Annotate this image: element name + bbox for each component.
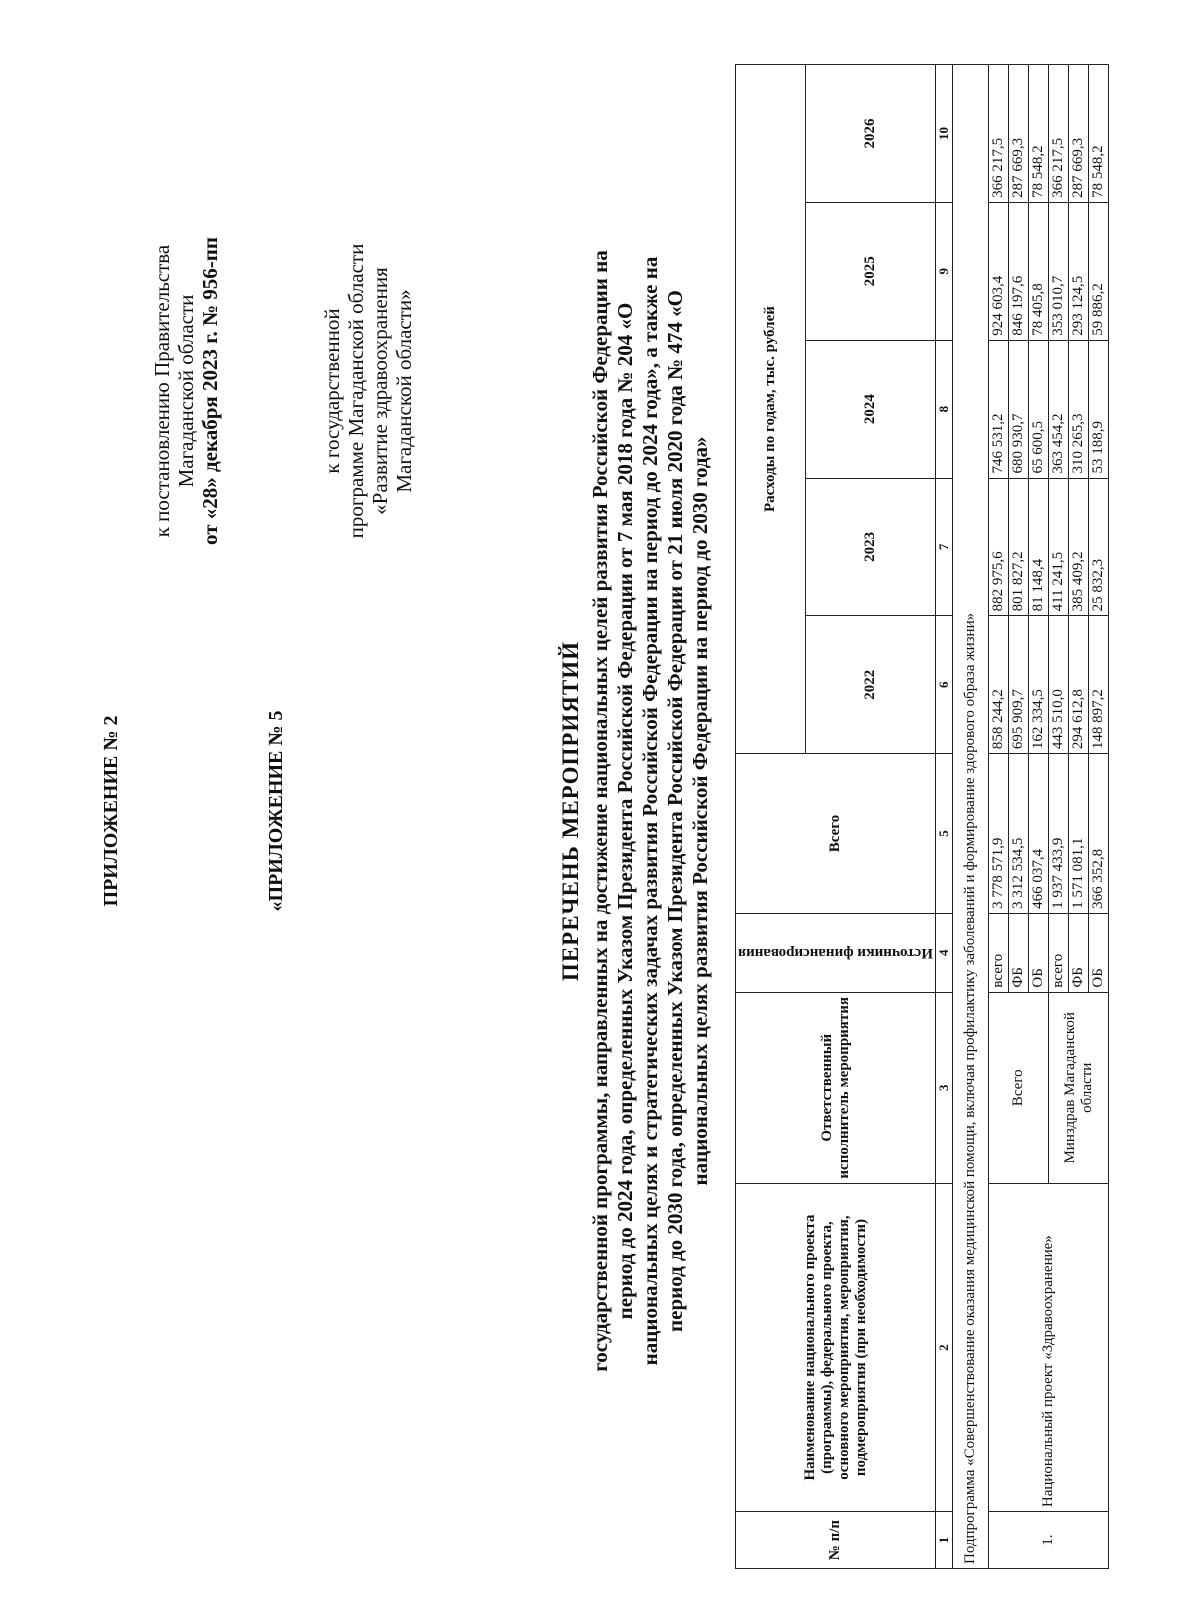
title-line-1: государственной программы, направленных на достижение национальных целей развития Российской Федерации на (588, 250, 612, 1372)
program-line-4: Магаданской области» (392, 289, 416, 493)
program-line-2: программе Магаданской области (344, 243, 368, 539)
y2025-cell: 78 405,8 (1029, 202, 1049, 340)
y2024-cell: 310 265,3 (1069, 340, 1089, 478)
national-project-name: Национальный проект «Здравоохранение» (989, 1183, 1109, 1511)
y2026-cell: 287 669,3 (1009, 65, 1029, 203)
source-cell: ОБ (1029, 913, 1049, 992)
program-line-1: к государственной (320, 308, 344, 474)
source-cell: всего (1049, 913, 1069, 992)
total-cell: 1 571 081,1 (1069, 754, 1089, 914)
document-heading: ПЕРЕЧЕНЬ МЕРОПРИЯТИЙ (558, 640, 583, 982)
y2026-cell: 366 217,5 (989, 65, 1009, 203)
header-source-text: Источники финансирования (738, 945, 933, 962)
y2024-cell: 680 930,7 (1009, 340, 1029, 478)
title-line-5: национальных целях развития Российской Федерации на период до 2030 года» (688, 436, 712, 1186)
source-cell: всего (989, 913, 1009, 992)
document-title-block (558, 71, 713, 1551)
total-cell: 1 937 433,9 (1049, 754, 1069, 914)
header-years-group: Расходы по годам, тыс. рублей (736, 65, 806, 754)
decree-line-3: от «28» декабря 2023 г. № 956-пп (198, 236, 222, 546)
y2022-cell: 148 897,2 (1089, 616, 1109, 754)
appendix-title: ПРИЛОЖЕНИЕ № 2 (100, 715, 122, 907)
title-line-2: период до 2024 года, определенных Указом Президента Российской Федерации от 7 мая 2018 года № 204 «О (613, 302, 637, 1320)
source-cell: ФБ (1069, 913, 1089, 992)
header-year-2024: 2024 (806, 340, 936, 478)
y2024-cell: 65 600,5 (1029, 340, 1049, 478)
col-index: 4 (936, 913, 953, 992)
col-index: 6 (936, 616, 953, 754)
title-line-3: национальных целях и стратегических задачах развития Российской Федерации на период до 2024 года», а также на (638, 256, 662, 1366)
header-year-2025: 2025 (806, 202, 936, 340)
total-cell: 366 352,8 (1089, 754, 1109, 914)
decree-reference (150, 111, 222, 671)
program-line-3: «Развитие здравоохранения (368, 267, 392, 515)
y2026-cell: 78 548,2 (1029, 65, 1049, 203)
rotated-document-page (60, 31, 1140, 1591)
y2025-cell: 924 603,4 (989, 202, 1009, 340)
decree-line-1: к постановлению Правительства (150, 244, 174, 538)
y2026-cell: 366 217,5 (1049, 65, 1069, 203)
y2024-cell: 363 454,2 (1049, 340, 1069, 478)
col-index: 1 (936, 1512, 953, 1569)
y2025-cell: 353 010,7 (1049, 202, 1069, 340)
col-index: 2 (936, 1183, 953, 1511)
y2023-cell: 411 241,5 (1049, 478, 1069, 616)
col-index: 7 (936, 478, 953, 616)
col-index: 5 (936, 754, 953, 914)
y2023-cell: 801 827,2 (1009, 478, 1029, 616)
header-source (736, 913, 936, 992)
header-executor: Ответственный исполнитель мероприятия (736, 992, 936, 1183)
title-line-4: период до 2030 года, определенных Указом Президента Российской Федерации от 21 июля 2020 года № 474 «О (663, 290, 687, 1332)
col-index: 3 (936, 992, 953, 1183)
y2024-cell: 746 531,2 (989, 340, 1009, 478)
header-name: Наименование национального проекта (программы), федерального проекта, основного мероприятия, мероприятия, подмероприятия (при необходимости) (736, 1183, 936, 1511)
source-cell: ОБ (1089, 913, 1109, 992)
row-number: 1. (989, 1512, 1109, 1569)
y2022-cell: 695 909,7 (1009, 616, 1029, 754)
total-cell: 466 037,4 (1029, 754, 1049, 914)
appendix5-title: «ПРИЛОЖЕНИЕ № 5 (265, 710, 287, 912)
header-year-2026: 2026 (806, 65, 936, 203)
measures-table (735, 64, 1109, 1569)
executor-all: Всего (989, 992, 1049, 1183)
decree-line-2: Магаданской области (174, 294, 198, 488)
col-index: 9 (936, 202, 953, 340)
y2023-cell: 385 409,2 (1069, 478, 1089, 616)
header-year-2022: 2022 (806, 616, 936, 754)
col-index: 10 (936, 65, 953, 203)
y2026-cell: 287 669,3 (1069, 65, 1089, 203)
header-num: № п/п (736, 1512, 936, 1569)
executor-minzdrav: Минздрав Магаданской области (1049, 992, 1109, 1183)
source-cell: ФБ (1009, 913, 1029, 992)
y2022-cell: 443 510,0 (1049, 616, 1069, 754)
col-index: 8 (936, 340, 953, 478)
y2022-cell: 162 334,5 (1029, 616, 1049, 754)
total-cell: 3 312 534,5 (1009, 754, 1029, 914)
subprogram-row: Подпрограмма «Совершенствование оказания медицинской помощи, включая профилактику заболеваний и формирование здорового образа жизни» (953, 65, 989, 1569)
y2023-cell: 25 832,3 (1089, 478, 1109, 616)
y2025-cell: 59 886,2 (1089, 202, 1109, 340)
y2023-cell: 882 975,6 (989, 478, 1009, 616)
y2025-cell: 846 197,6 (1009, 202, 1029, 340)
y2022-cell: 858 244,2 (989, 616, 1009, 754)
y2026-cell: 78 548,2 (1089, 65, 1109, 203)
total-cell: 3 778 571,9 (989, 754, 1009, 914)
y2024-cell: 53 188,9 (1089, 340, 1109, 478)
column-index-row (936, 65, 953, 1569)
header-year-2023: 2023 (806, 478, 936, 616)
y2025-cell: 293 124,5 (1069, 202, 1089, 340)
y2023-cell: 81 148,4 (1029, 478, 1049, 616)
y2022-cell: 294 612,8 (1069, 616, 1089, 754)
header-total: Всего (736, 754, 936, 914)
table-row (989, 65, 1009, 1569)
program-reference (320, 111, 416, 671)
